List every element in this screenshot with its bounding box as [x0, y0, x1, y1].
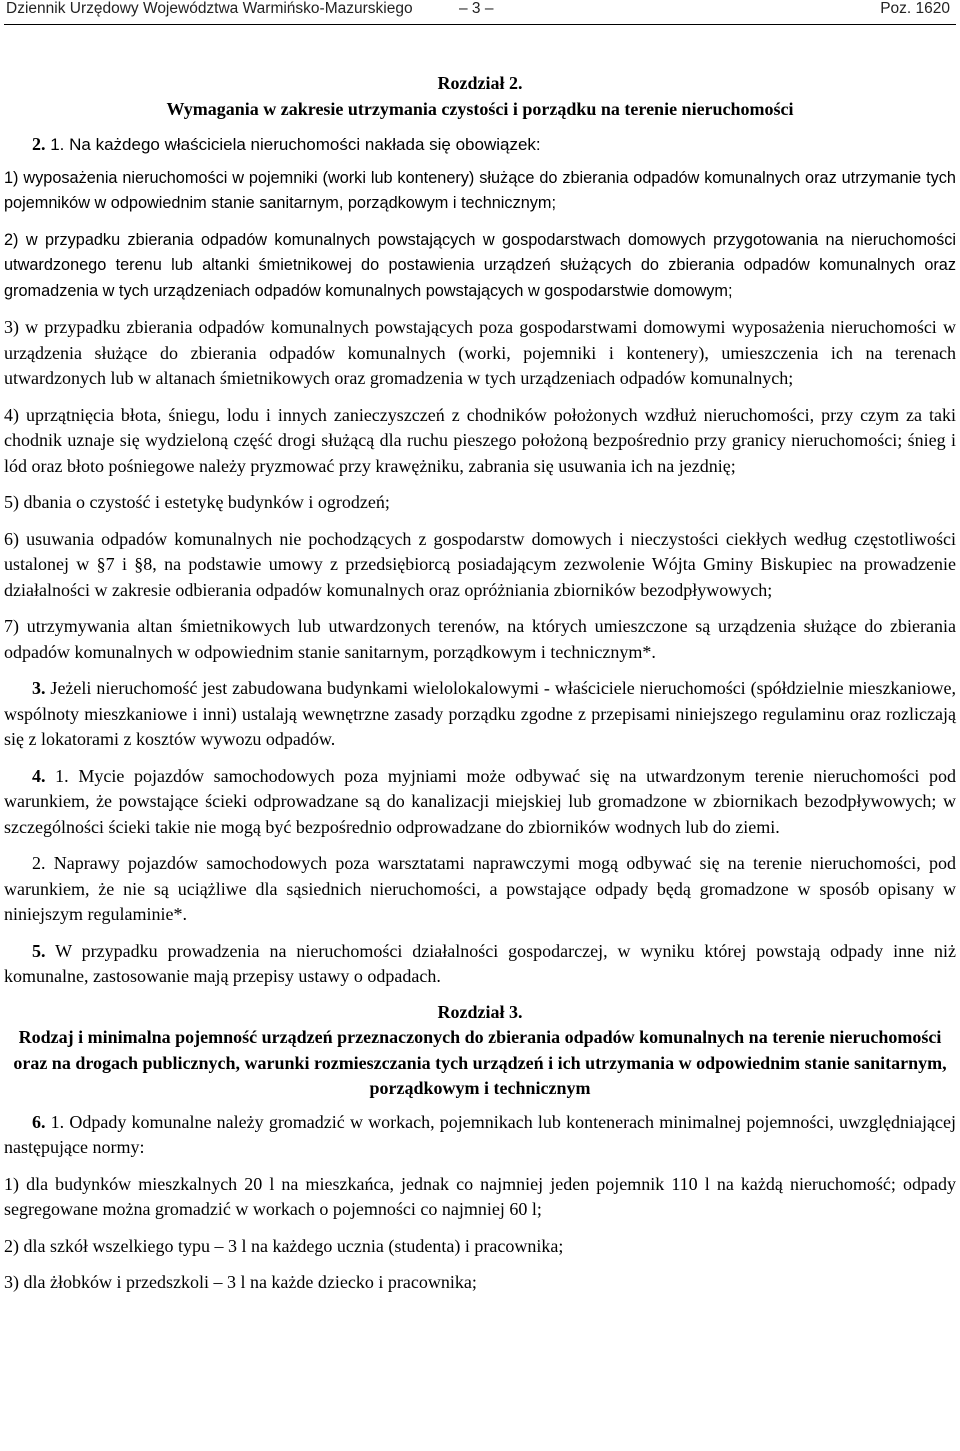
section-5: [4, 939, 956, 990]
chapter-3-label: Rozdział 3.: [437, 1001, 523, 1022]
section-3: [4, 676, 956, 753]
section-6-item-2: 2) dla szkół wszelkiego typu – 3 l na każdego ucznia (studenta) i pracownika;: [4, 1235, 564, 1256]
section-2-item-3: 3) w przypadku zbierania odpadów komunalnych powstających poza gospodarstwami domowymi wyposażenia nieruchomości w urządzenia służące do zbierania odpadów komunalnych (worki, pojemniki i kontenery), umieszczenia ich na terenach utwardzonych lub w altanach śmietnikowych oraz gromadzenia w tych urządzeniach odpadów komunalnych;: [4, 317, 956, 388]
section-6-intro: [4, 1110, 956, 1161]
section-2-item-4: 4) uprzątnięcia błota, śniegu, lodu i innych zanieczyszczeń z chodników położonych wzdłuż nieruchomości, przy czym za taki chodnik uznaje się wydzieloną część drogi służącą dla ruchu pieszego położoną bezpośrednio przy granicy nieruchomości; śnieg i lód oraz błoto pośniegowe należy pryzmować przy krawężniku, zabrania się usuwania ich na jezdnię;: [4, 404, 956, 476]
journal-title: Dziennik Urzędowy Województwa Warmińsko-Mazurskiego: [6, 0, 413, 17]
section-2-number: 2.: [32, 134, 46, 154]
section-6-item-3: 3) dla żłobków i przedszkoli – 3 l na każde dziecko i pracownika;: [4, 1272, 477, 1292]
section-6-item-1: 1) dla budynków mieszkalnych 20 l na mieszkańca, jednak co najmniej jeden pojemnik 110 l na każdą nieruchomość; odpady segregowane można gromadzić w workach o pojemności co najmniej 60 l;: [4, 1173, 956, 1219]
chapter-3-title: Rodzaj i minimalna pojemność urządzeń przeznaczonych do zbierania odpadów komunalnych na terenie nieruchomości oraz na drogach publicznych, warunki rozmieszczania tych urządzeń i ich utrzymania w odpowiednim stanie sanitarnym, porządkowym i technicznym: [13, 1027, 947, 1098]
section-4-number: 4.: [32, 765, 46, 786]
section-5-text: W przypadku prowadzenia na nieruchomości działalności gospodarczej, w wyniku której powstają odpady inne niż komunalne, zastosowanie mają przepisy ustawy o odpadach.: [4, 940, 956, 986]
section-4-para-2: 2. Naprawy pojazdów samochodowych poza warsztatami naprawczymi mogą odbywać się na terenie nieruchomości, pod warunkiem, że nie są uciążliwe dla sąsiednich nieruchomości, a powstające odpady będą gromadzone w sposób opisany w niniejszym regulaminie*.: [4, 853, 956, 924]
section-4-para-1-text: 1. Mycie pojazdów samochodowych poza myjniami może odbywać się na utwardzonym terenie nieruchomości pod warunkiem, że powstające ścieki odprowadzane są do kanalizacji miejskiej lub gromadzone w zbiornikach bezodpływowych; w szczególności ścieki takie nie mogą być bezpośrednio odprowadzane do zbiorników wodnych lub do ziemi.: [4, 765, 956, 837]
section-2-intro-text: 1. Na każdego właściciela nieruchomości nakłada się obowiązek:: [45, 135, 541, 154]
section-2-item-5: 5) dbania o czystość i estetykę budynków i ogrodzeń;: [4, 492, 390, 512]
section-2-item-7: 7) utrzymywania altan śmietnikowych lub utwardzonych terenów, na których umieszczone są urządzenia służące do zbierania odpadów komunalnych w odpowiednim stanie sanitarnym, porządkowym i technicznym*.: [4, 616, 956, 662]
section-5-number: 5.: [32, 940, 46, 961]
section-6-intro-text: 1. Odpady komunalne należy gromadzić w workach, pojemnikach lub kontenerach minimalnej pojemności, uwzględniającej następujące normy:: [4, 1111, 956, 1157]
section-2-item-6: 6) usuwania odpadów komunalnych nie pochodzących z gospodarstw domowych i nieczystości ciekłych według częstotliwości ustalonej w §7 i §8, na podstawie umowy z przedsiębiorcą posiadającym zezwolenie Wójta Gminy Biskupiec na prowadzenie działalności w zakresie odbierania odpadów komunalnych oraz opróżniania zbiorników bezodpływowych;: [4, 528, 956, 600]
section-3-number: 3.: [32, 678, 46, 698]
page-number: – 3 –: [459, 0, 494, 17]
section-2-intro: [4, 132, 956, 158]
section-3-text: Jeżeli nieruchomość jest zabudowana budynkami wielolokalowymi - właściciele nieruchomości (spółdzielnie mieszkaniowe, wspólnoty mieszkaniowe i inni) ustalają wewnętrzne zasady porządku zgodne z przepisami niniejszego regulaminu oraz rozliczają się z lokatorami z kosztów wywozu odpadów.: [4, 678, 956, 749]
page-header: [4, 0, 956, 25]
chapter-2-title: Wymagania w zakresie utrzymania czystości i porządku na terenie nieruchomości: [166, 98, 794, 119]
section-4-para-1: [4, 764, 956, 841]
chapter-2-label: Rozdział 2.: [437, 73, 523, 93]
section-6-number: 6.: [32, 1111, 46, 1132]
section-2-item-2: 2) w przypadku zbierania odpadów komunalnych powstających w gospodarstwach domowych przygotowania na nieruchomości utwardzonego terenu lub altanki śmietnikowej do postawienia urządzeń służących do zbierania odpadów komunalnych oraz gromadzenia w tych urządzeniach odpadów komunalnych powstających w gospodarstwie domowym;: [4, 230, 956, 300]
section-2-item-1: 1) wyposażenia nieruchomości w pojemniki (worki lub kontenery) służące do zbierania odpadów komunalnych oraz utrzymanie tych pojemników w odpowiednim stanie sanitarnym, porządkowym i technicznym;: [4, 168, 956, 212]
position-number: Poz. 1620: [880, 0, 950, 17]
